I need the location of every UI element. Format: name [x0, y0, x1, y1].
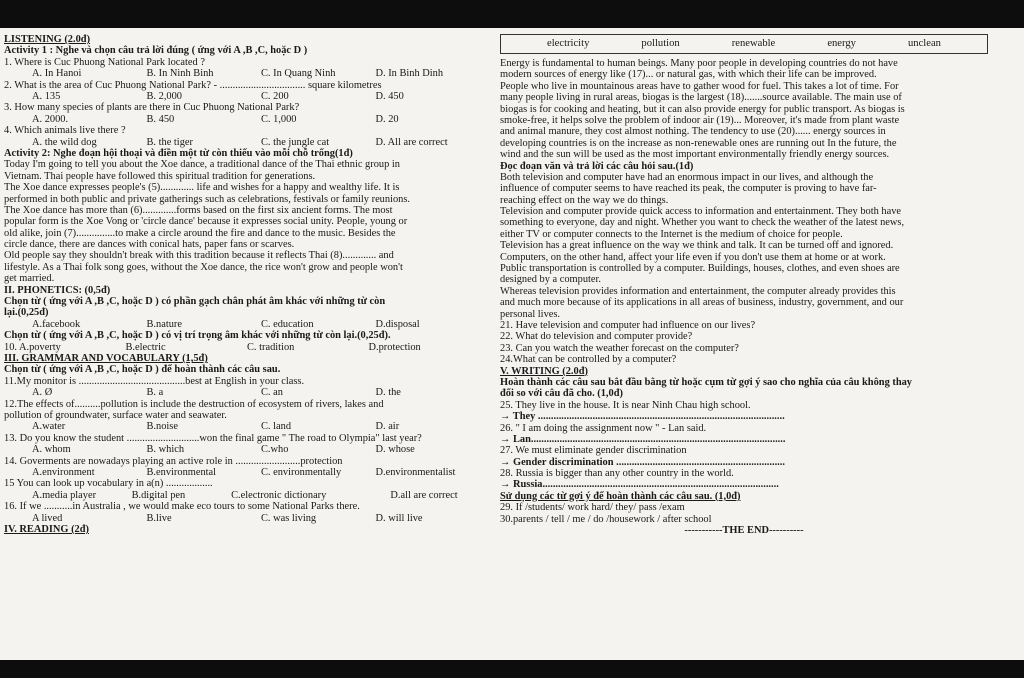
tv-passage-line: something to everyone, day and night. Whether you want to check the weather of the latest news,	[500, 217, 905, 229]
pronunciation-instruction: Chọn từ ( ứng với A ,B ,C, hoặc D ) có phần gạch chân phát âm khác với những từ còn	[4, 296, 386, 308]
option: C. In Quang Ninh	[261, 68, 336, 80]
reading-heading: IV. READING (2đ)	[4, 523, 89, 535]
question-25: 25. They live in the house. It is near Ninh Chau high school.	[500, 399, 751, 411]
writing-instruction-cont: đổi so với câu đã cho. (1,0đ)	[500, 388, 623, 400]
question-9-options	[4, 319, 490, 330]
question-30: 30.parents / tell / me / do /housework / after school	[500, 513, 712, 525]
option: A lived	[32, 512, 63, 524]
question-27: 27. We must eliminate gender discrimination	[500, 445, 687, 457]
option: D. will live	[375, 512, 423, 524]
option: C. an	[261, 387, 283, 399]
word-box-item: renewable	[731, 38, 776, 50]
option: B.environmental	[146, 466, 217, 478]
tv-passage-line: Computers, on the other hand, affect your life even if you don't use them at home or at work.	[500, 251, 886, 263]
option: A.water	[32, 421, 66, 433]
passage-line: lifestyle. As a Thai folk song goes, without the Xoe dance, the rice won't grow and people won't	[4, 261, 403, 273]
energy-passage-line: and animal manure, they cost almost nothing. The tendency to use (20)...... energy sources in	[500, 126, 886, 138]
answer-line-27: → Gender discrimination .................................................................	[500, 456, 785, 468]
answer-line-26: → Lan..................................................................................................	[500, 433, 786, 445]
option: C. 200	[261, 90, 289, 102]
option: D. the	[375, 387, 401, 399]
option: D. 20	[375, 113, 399, 125]
tv-passage-line: reaching effect on the way we do things.	[500, 194, 669, 206]
option: C. environmentally	[261, 466, 342, 478]
question-24: 24.What can be controlled by a computer?	[500, 354, 677, 366]
option: B.electric	[125, 341, 166, 353]
question-23: 23. Can you watch the weather forecast on the computer?	[500, 342, 739, 354]
grammar-instruction: Chọn từ ( ứng với A ,B ,C, hoặc D ) để hoàn thành các câu sau.	[4, 364, 281, 376]
pronunciation-instruction-cont: lại.(0,25đ)	[4, 307, 49, 319]
question-14-options	[4, 467, 490, 478]
question-4: 4. Which animals live there ?	[4, 125, 126, 137]
option: A. the wild dog	[32, 136, 97, 148]
question-12: 12.The effects of..........pollution is include the destruction of ecosystem of rivers, lakes and	[4, 398, 384, 410]
tv-passage-line: personal lives.	[500, 308, 561, 320]
word-box	[500, 34, 988, 54]
activity1-title: Activity 1 : Nghe và chọn câu trả lời đúng ( ứng với A ,B ,C, hoặc D )	[4, 45, 308, 57]
option: B. a	[146, 387, 164, 399]
tv-passage-line: Both television and computer have had an enormous impact in our lives, and although the	[500, 171, 874, 183]
option: B. 2,000	[146, 90, 183, 102]
exam-page	[0, 28, 1024, 660]
writing-heading: V. WRITING (2.0đ)	[500, 365, 588, 377]
tv-passage-line: influence of computer seems to have reached its peak, the computer is proving to have far-	[500, 183, 877, 195]
tv-passage-line: designed by a computer.	[500, 274, 601, 286]
answer-line-25: → They ...............................................................................................	[500, 411, 785, 423]
energy-passage-line: Energy is fundamental to human beings. Many poor people in developing countries do not have	[500, 58, 898, 69]
option: A. 135	[32, 90, 61, 102]
option: B. 450	[146, 113, 175, 125]
option: D. air	[375, 421, 400, 433]
option: B. In Ninh Binh	[146, 68, 214, 80]
option: C. 1,000	[261, 113, 297, 125]
energy-passage-line: People who live in mountainous areas have to gather wood for fuel. This takes a lot of time. For	[500, 80, 899, 92]
phonetics-heading: II. PHONETICS: (0,5đ)	[4, 284, 111, 296]
option: 10. A.poverty	[4, 341, 61, 353]
passage-line: performed in both public and private gatherings such as celebrations, festivals or family reunions.	[4, 193, 410, 205]
activity2-title: Activity 2: Nghe đoạn hội thoại và điền một từ còn thiếu vào mỗi chỗ trống(1đ)	[4, 147, 353, 159]
option: D.environmentalist	[375, 466, 456, 478]
question-29: 29. If /students/ work hard/ they/ pass /exam	[500, 502, 685, 514]
option: B. which	[146, 444, 185, 456]
option: B.digital pen	[131, 489, 186, 501]
option: C.who	[261, 444, 289, 456]
tv-passage-line: Television has a great influence on the way we think and talk. It can be turned off and ignored.	[500, 240, 894, 252]
passage-line: The Xoe dance has more than (6).............forms based on the first six ancient forms. The most	[4, 204, 393, 216]
option: D.protection	[368, 341, 421, 353]
option: A. whom	[32, 444, 71, 456]
question-1: 1. Where is Cuc Phuong National Park located ?	[4, 56, 205, 68]
question-13-options	[4, 444, 490, 455]
option: B. the tiger	[146, 136, 193, 148]
option: A.media player	[32, 489, 97, 501]
right-column	[500, 34, 988, 536]
word-box-item: unclean	[908, 38, 941, 50]
question-13: 13. Do you know the student ............................won the final game " The road to Olympia" last year?	[4, 432, 422, 444]
option: D. All are correct	[375, 136, 448, 148]
tv-passage-line: Public transportation is controlled by a computer. Buildings, houses, clothes, and even shoes are	[500, 263, 900, 275]
energy-passage-line: smoke-free, it helps solve the problem of indoor air (19)... Moreover, it's made from plant waste	[500, 114, 900, 126]
question-11: 11.My monitor is .........................................best at English in your class.	[4, 375, 305, 387]
option: B.nature	[146, 318, 182, 330]
option: D.disposal	[375, 318, 420, 330]
option: C. land	[261, 421, 292, 433]
passage-line: Vietnam. Thai people have followed this spiritual tradition for generations.	[4, 170, 316, 182]
question-16-options	[4, 513, 490, 524]
question-3-options	[4, 114, 490, 125]
grammar-heading: III. GRAMMAR AND VOCABULARY (1,5đ)	[4, 353, 208, 365]
question-4-options	[4, 137, 490, 148]
hint-words-title: Sử dụng các từ gợi ý để hoàn thành các câu sau. (1,0đ)	[500, 490, 741, 502]
reading2-title: Đọc đoạn văn và trả lời các câu hỏi sau.(1đ)	[500, 160, 694, 172]
option: C. tradition	[247, 341, 295, 353]
question-16: 16. If we ...........in Australia , we would make eco tours to some National Parks there.	[4, 501, 360, 513]
question-3: 3. How many species of plants are there in Cuc Phuong National Park?	[4, 102, 300, 114]
option: D. 450	[375, 90, 404, 102]
option: D.all are correct	[390, 489, 458, 501]
tv-passage-line: Whereas television provides information and entertainment, the computer already provides this	[500, 285, 896, 297]
question-28: 28. Russia is bigger than any other country in the world.	[500, 468, 734, 480]
option: A. Ø	[32, 387, 53, 399]
energy-passage-line: modern sources of energy like (17)... or natural gas, with which their life can be improved.	[500, 69, 877, 81]
option: C. the jungle cat	[261, 136, 330, 148]
stress-instruction: Chọn từ ( ứng với A ,B ,C, hoặc D ) có vị trí trọng âm khác với những từ còn lại.(0,25đ).	[4, 330, 391, 342]
energy-passage-line: many people living in rural areas, biogas is the largest (18).......source available. The main use of	[500, 92, 902, 104]
question-12-cont: pollution of groundwater, surface water and seawater.	[4, 410, 227, 421]
energy-passage-line: biogas is for cooking and heating, but it can also provide energy for public transport. As biogas is	[500, 103, 905, 115]
option: A.environment	[32, 466, 95, 478]
passage-line: popular form is the Xoe Vong or 'circle dance' because it expresses social unity. People, young or	[4, 216, 408, 228]
question-15: 15 You can look up vocabulary in a(n) ..................	[4, 478, 213, 490]
option: A. 2000.	[32, 113, 69, 125]
question-12-options	[4, 421, 490, 432]
energy-passage-line: wind and the sun will be used as the most important environmentally friendly energy sources.	[500, 149, 890, 161]
word-box-item: energy	[827, 38, 856, 50]
tv-passage-line: Television and computer provide quick access to information and entertainment. They both have	[500, 206, 902, 218]
bottom-dark-border	[0, 660, 1024, 678]
answer-line-28: → Russia...........................................................................................	[500, 479, 779, 491]
question-11-options	[4, 387, 490, 398]
question-2-options	[4, 91, 490, 102]
option: B.live	[146, 512, 172, 524]
option: D. In Binh Dinh	[375, 68, 444, 80]
passage-line: old alike, join (7)...............to make a circle around the fire and dance to the music. Besides the	[4, 227, 396, 239]
passage-line: get married.	[4, 273, 55, 285]
question-15-options	[4, 490, 490, 501]
word-box-item: pollution	[641, 38, 680, 50]
passage-line: Today I'm going to tell you about the Xoe dance, a traditional dance of the Thai ethnic group in	[4, 159, 400, 171]
option: A. In Hanoi	[32, 68, 82, 80]
question-2: 2. What is the area of Cuc Phuong National Park? - ................................. square kilometres	[4, 79, 382, 91]
top-dark-border	[0, 0, 1024, 28]
option: A.facebook	[32, 318, 81, 330]
question-1-options	[4, 68, 490, 79]
option: B.noise	[146, 421, 178, 433]
left-column	[4, 34, 490, 535]
question-14: 14. Goverments are nowadays playing an active role in .........................protection	[4, 455, 343, 467]
question-22: 22. What do television and computer provide?	[500, 331, 693, 343]
energy-passage-line: developing countries is on the increase as non-renewable ones are running out In the future, the	[500, 137, 897, 149]
question-26: 26. " I am doing the assignment now " - Lan said.	[500, 422, 707, 434]
passage-line: The Xoe dance expresses people's (5)............. life and wishes for a happy and wealthy life. It is	[4, 182, 400, 194]
option: C. was living	[261, 512, 317, 524]
word-box-item: electricity	[547, 38, 590, 50]
tv-passage-line: either TV or computer connects to the Internet is the medium of choice for people.	[500, 228, 843, 240]
tv-passage-line: and much more because of its applications in all areas of business, industry, government, and our	[500, 297, 904, 309]
option: C. education	[261, 318, 314, 330]
writing-instruction: Hoàn thành các câu sau bắt đầu bằng từ hoặc cụm từ gợi ý sao cho nghĩa của câu không thay	[500, 376, 912, 388]
question-21: 21. Have television and computer had influence on our lives?	[500, 319, 756, 331]
passage-line: circle dance, there are dances with conical hats, paper fans or scarves.	[4, 239, 295, 251]
listening-heading: LISTENING (2.0đ)	[4, 34, 91, 45]
passage-line: Old people say they shouldn't break with this tradition because it reflects Thai (8)............. and	[4, 250, 394, 262]
option: D. whose	[375, 444, 415, 456]
the-end-marker: -----------THE END----------	[684, 525, 804, 537]
option: C.electronic dictionary	[231, 489, 327, 501]
question-10-options	[4, 342, 490, 353]
